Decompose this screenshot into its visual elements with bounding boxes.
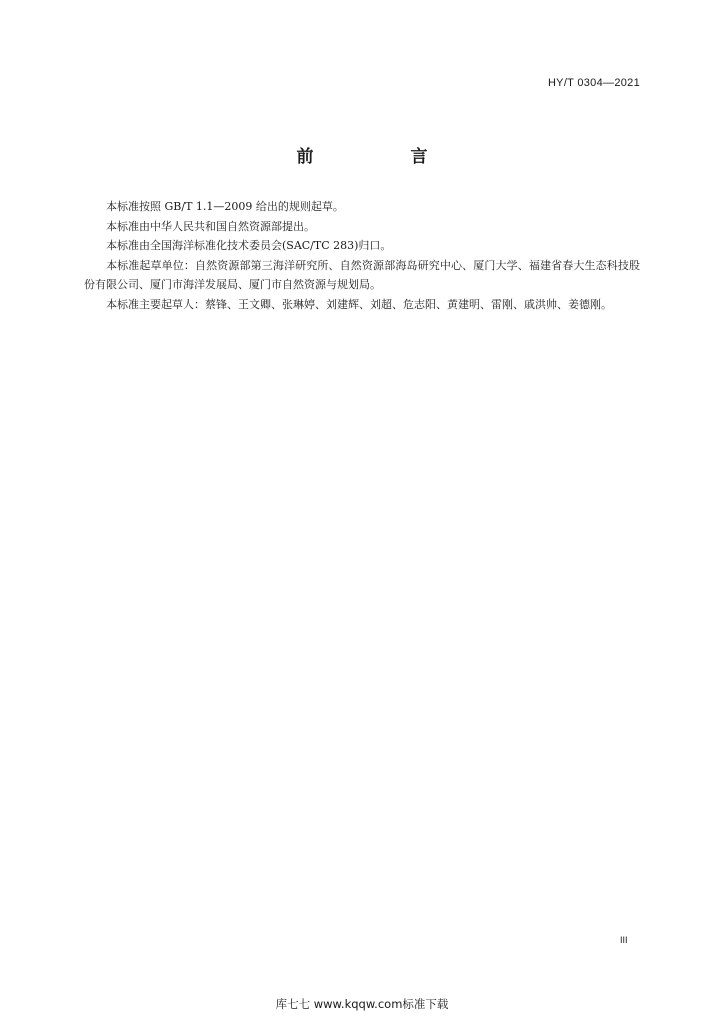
paragraph-proposer: 本标准由中华人民共和国自然资源部提出。 — [106, 219, 315, 233]
foreword-body — [84, 197, 640, 314]
paragraph-committee: 本标准由全国海洋标准化技术委员会(SAC/TC 283)归口。 — [106, 239, 392, 252]
footer-watermark: 库七七 www.kqqw.com标准下载 — [275, 997, 449, 1011]
document-code: HY/T 0304—2021 — [547, 77, 640, 89]
page-number: III — [620, 935, 628, 945]
paragraph-drafting-rules: 本标准按照 GB/T 1.1—2009 给出的规则起草。 — [106, 200, 344, 213]
paragraph-drafters: 本标准主要起草人：蔡锋、王文卿、张琳婷、刘建辉、刘超、危志阳、黄建明、雷刚、戚洪帅、姜德刚。 — [106, 297, 612, 311]
paragraph-drafting-units: 本标准起草单位：自然资源部第三海洋研究所、自然资源部海岛研究中心、厦门大学、福建省春大生态科技股份有限公司、厦门市海洋发展局、厦门市自然资源与规划局。 — [84, 258, 640, 291]
page-title: 前 言 — [296, 147, 468, 167]
